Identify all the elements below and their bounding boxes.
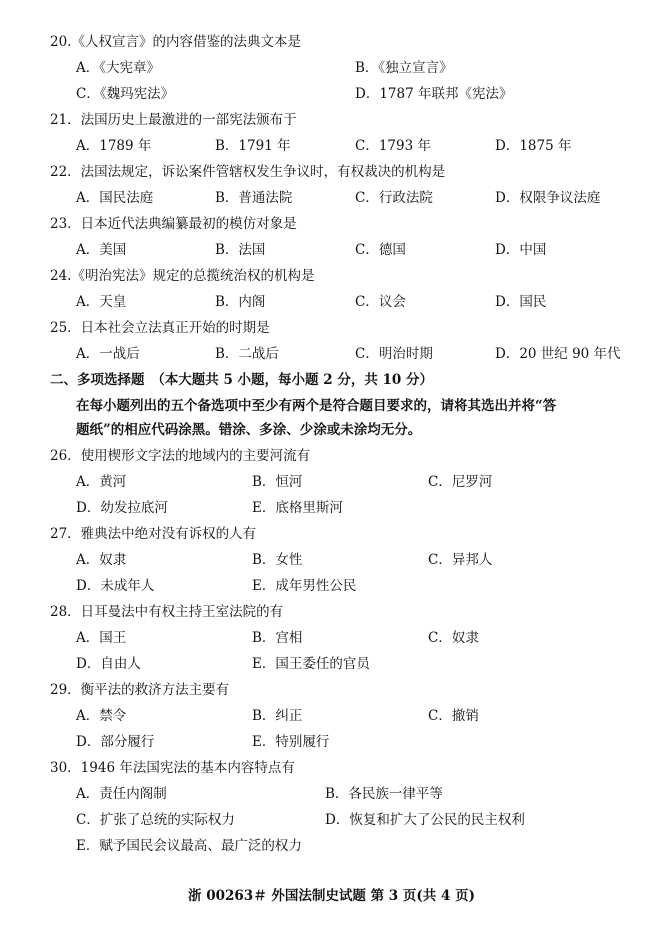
- question-23-option-a: A．美国: [76, 242, 127, 258]
- question-25-stem: 25．日本社会立法真正开始的时期是: [50, 320, 270, 336]
- question-29-option-e: E．特别履行: [252, 734, 330, 750]
- question-30-option-b: B．各民族一律平等: [325, 786, 443, 802]
- question-25-option-a: A．一战后: [76, 346, 140, 362]
- page-footer: 浙 00263＃ 外国法制史试题 第 3 页(共 4 页): [188, 888, 475, 904]
- question-25-option-c: C．明治时期: [355, 346, 433, 362]
- question-29-option-a: A．禁令: [76, 708, 127, 724]
- question-24-option-b: B．内阁: [215, 294, 266, 310]
- question-21-option-a: A．1789 年: [76, 138, 152, 154]
- section-2-title: 二、多项选择题 （本大题共 5 小题，每小题 2 分，共 10 分）: [50, 372, 434, 388]
- question-27-option-a: A．奴隶: [76, 552, 127, 568]
- question-21-option-b: B．1791 年: [215, 138, 291, 154]
- question-22-option-c: C．行政法院: [355, 190, 433, 206]
- question-27-option-c: C．异邦人: [428, 552, 493, 568]
- question-26-stem: 26．使用楔形文字法的地域内的主要河流有: [50, 448, 311, 464]
- question-28-option-a: A．国王: [76, 630, 127, 646]
- question-20-stem: 20.《人权宣言》的内容借鉴的法典文本是: [50, 34, 301, 50]
- question-27-stem: 27．雅典法中绝对没有诉权的人有: [50, 526, 257, 542]
- question-21-stem: 21．法国历史上最激进的一部宪法颁布于: [50, 112, 297, 128]
- question-20-option-d: D．1787 年联邦《宪法》: [355, 86, 513, 102]
- question-20-option-c: C．《魏玛宪法》: [76, 86, 175, 102]
- question-30-option-a: A．责任内阁制: [76, 786, 167, 802]
- question-29-option-c: C．撤销: [428, 708, 479, 724]
- question-23-stem: 23．日本近代法典编纂最初的模仿对象是: [50, 216, 297, 232]
- question-22-option-a: A．国民法庭: [76, 190, 154, 206]
- question-28-option-d: D．自由人: [76, 656, 141, 672]
- question-22-option-d: D．权限争议法庭: [495, 190, 601, 206]
- question-21-option-c: C．1793 年: [355, 138, 431, 154]
- question-30-option-d: D．恢复和扩大了公民的民主权利: [325, 812, 525, 828]
- question-26-option-d: D．幼发拉底河: [76, 500, 168, 516]
- question-26-option-a: A．黄河: [76, 474, 127, 490]
- section-2-instructions-line-2: 题纸”的相应代码涂黑。错涂、多涂、少涂或未涂均无分。: [76, 422, 422, 438]
- question-24-stem: 24.《明治宪法》规定的总揽统治权的机构是: [50, 268, 315, 284]
- question-23-option-c: C．德国: [355, 242, 406, 258]
- question-25-option-d: D．20 世纪 90 年代: [495, 346, 621, 362]
- question-21-option-d: D．1875 年: [495, 138, 572, 154]
- question-22-stem: 22．法国法规定，诉讼案件管辖权发生争议时，有权裁决的机构是: [50, 164, 446, 180]
- question-27-option-d: D．未成年人: [76, 578, 155, 594]
- question-28-option-e: E．国王委任的官员: [252, 656, 370, 672]
- question-29-option-b: B．纠正: [252, 708, 303, 724]
- question-20-option-a: A．《大宪章》: [76, 60, 160, 76]
- question-26-option-b: B．恒河: [252, 474, 303, 490]
- question-28-option-c: C．奴隶: [428, 630, 479, 646]
- question-29-stem: 29．衡平法的救济方法主要有: [50, 682, 230, 698]
- question-24-option-d: D．国民: [495, 294, 547, 310]
- question-26-option-e: E．底格里斯河: [252, 500, 343, 516]
- question-26-option-c: C．尼罗河: [428, 474, 493, 490]
- question-29-option-d: D．部分履行: [76, 734, 155, 750]
- section-2-instructions-line-1: 在每小题列出的五个备选项中至少有两个是符合题目要求的，请将其选出并将“答: [76, 398, 557, 414]
- question-27-option-b: B．女性: [252, 552, 303, 568]
- question-23-option-d: D．中国: [495, 242, 547, 258]
- question-23-option-b: B．法国: [215, 242, 266, 258]
- question-30-option-e: E．赋予国民会议最高、最广泛的权力: [76, 838, 302, 854]
- question-28-option-b: B．宫相: [252, 630, 303, 646]
- question-28-stem: 28．日耳曼法中有权主持王室法院的有: [50, 604, 284, 620]
- question-27-option-e: E．成年男性公民: [252, 578, 357, 594]
- question-25-option-b: B．二战后: [215, 346, 279, 362]
- question-22-option-b: B．普通法院: [215, 190, 293, 206]
- question-30-option-c: C．扩张了总统的实际权力: [76, 812, 235, 828]
- question-24-option-a: A．天皇: [76, 294, 127, 310]
- question-30-stem: 30．1946 年法国宪法的基本内容特点有: [50, 760, 295, 776]
- question-20-option-b: B．《独立宣言》: [355, 60, 453, 76]
- question-24-option-c: C．议会: [355, 294, 406, 310]
